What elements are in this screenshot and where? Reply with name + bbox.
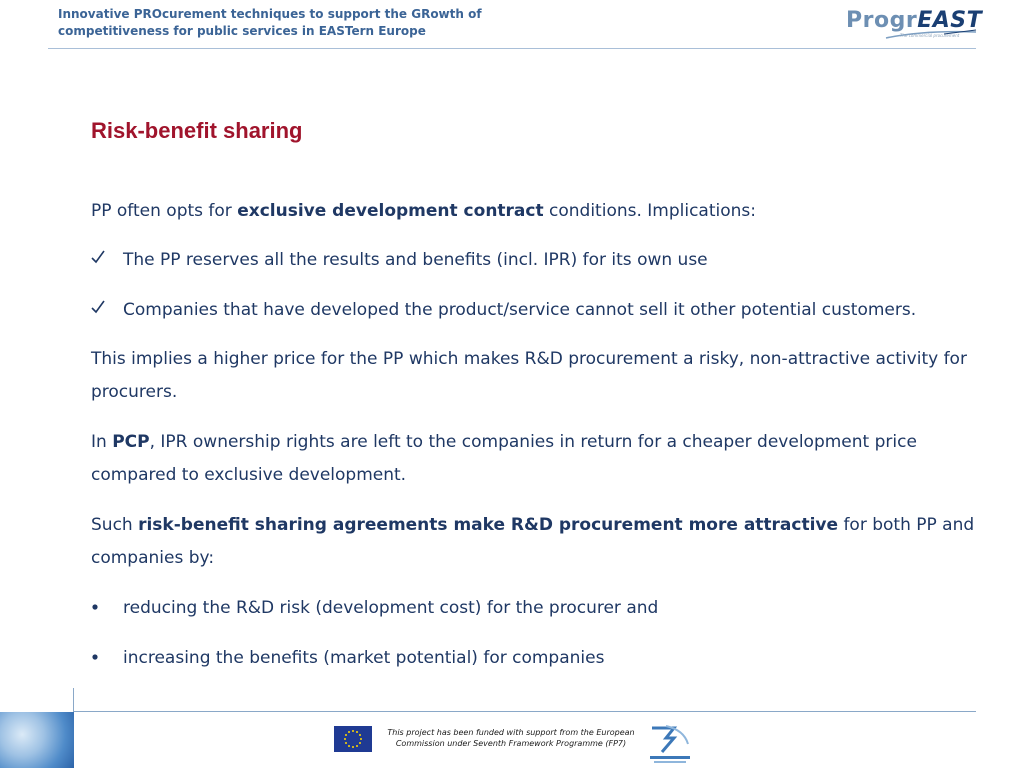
risk-benefit-paragraph: Such risk-benefit sharing agreements make R&D procurement more attractive for both PP and companies by: [91, 515, 975, 568]
bullet-icon [91, 596, 111, 623]
implication-paragraph: This implies a higher price for the PP which makes R&D procurement a risky, non-attractive activity for procurers. [91, 349, 967, 402]
bullet-icon [91, 646, 111, 673]
checkmark-icon [91, 298, 111, 322]
logo-text-east: EAST [917, 8, 983, 33]
header-project-title: Innovative PROcurement techniques to support the GRowth of competitiveness for public services in EASTern Europe [58, 7, 482, 38]
funding-note: This project has been funded with support from the European Commission under Seventh Framework Programme (FP7) [387, 728, 635, 748]
fp7-logo-icon [644, 722, 696, 766]
logo-tagline: The commercial procurement [900, 33, 960, 38]
intro-bold-phrase: exclusive development contract [237, 201, 544, 221]
eu-flag-icon [334, 726, 372, 752]
pcp-bold: PCP [112, 432, 150, 452]
checkmark-icon [91, 248, 111, 272]
header-divider [48, 48, 976, 49]
risk-benefit-bold-phrase: risk-benefit sharing agreements make R&D procurement more attractive [138, 515, 839, 535]
globe-decoration-image [0, 712, 74, 768]
footer-divider [73, 711, 976, 712]
intro-paragraph: PP often opts for exclusive development contract conditions. Implications: [91, 201, 757, 221]
progreast-logo [846, 8, 983, 42]
pcp-paragraph: In PCP, IPR ownership rights are left to the companies in return for a cheaper development price compared to exclusive development. [91, 432, 917, 485]
logo-text-progr: Progr [846, 8, 918, 33]
slide-title: Risk-benefit sharing [91, 118, 303, 143]
